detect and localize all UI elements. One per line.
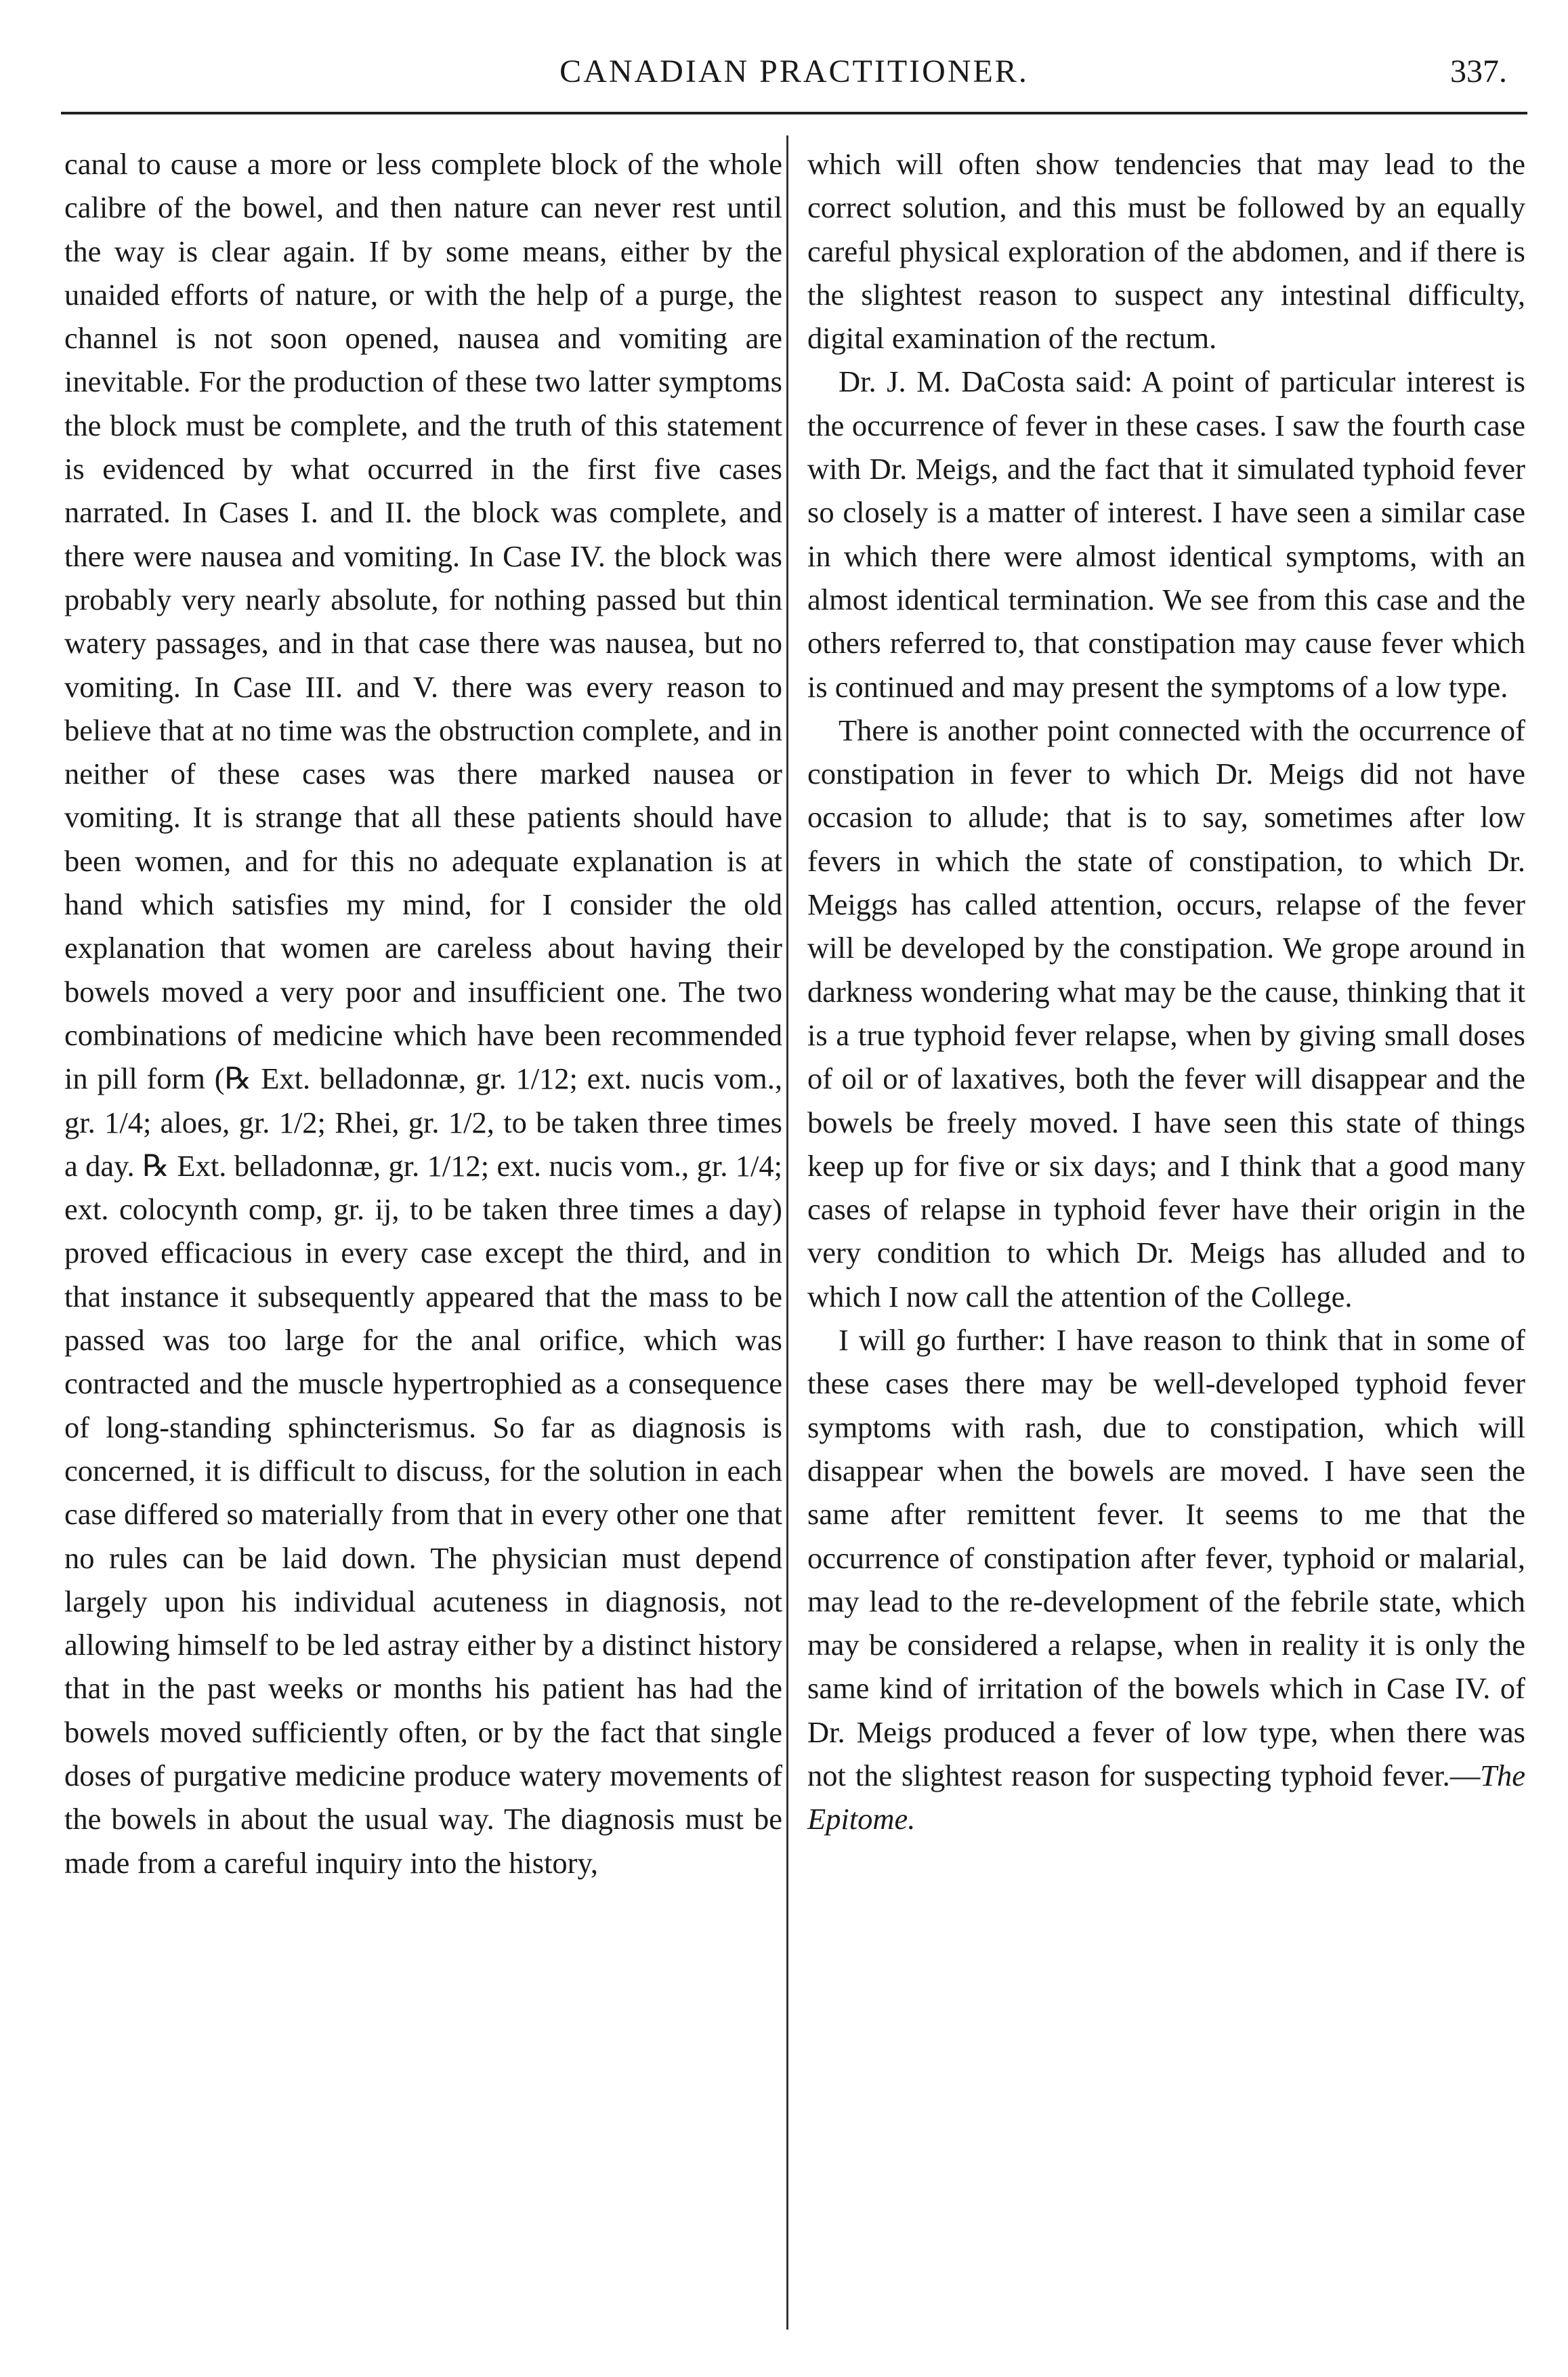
right-paragraph-1: which will often show tendencies that may lead to the correct solution, and this must be followed by an equally careful physical exploration of the abdomen, and if there is the slightest reason to suspect any intestinal difficulty, digital examination of the rectum. bbox=[807, 147, 1525, 356]
right-paragraph-2: Dr. J. M. DaCosta said: A point of particular interest is the occurrence of fever in these cases. I saw the fourth case with Dr. Meigs, and the fact that it simulated typhoid fever so closely is a matter of interest. I have seen a similar case in which there were almost identical symptoms, with an almost identical termination. We see from this case and the others referred to, that constipation may cause fever which is continued and may present the symptoms of a low type. bbox=[807, 364, 1525, 704]
right-paragraph-3: There is another point connected with the occurrence of constipation in fever to which Dr. Meigs did not have occasion to allude; that is to say, sometimes after low fevers in which the state of constipation, to which Dr. Meiggs has called attention, occurs, relapse of the fever will be developed by the constipation. We grope around in darkness wondering what may be the cause, thinking that it is a true typhoid fever relapse, when by giving small doses of oil or of laxatives, both the fever will disappear and the bowels be freely moved. I have seen this state of things keep up for five or six days; and I think that a good many cases of relapse in typhoid fever have their origin in the very condition to which Dr. Meigs has alluded and to which I now call the attention of the College. bbox=[807, 713, 1525, 1313]
left-column bbox=[64, 142, 782, 1885]
running-title: CANADIAN PRACTITIONER. bbox=[559, 54, 1029, 89]
column-divider bbox=[786, 135, 788, 2330]
left-paragraph-1: canal to cause a more or less complete block of the whole calibre of the bowel, and then nature can never rest until the way is clear again. If by some means, either by the unaided efforts of nature, or with the help of a purge, the channel is not soon opened, nausea and vomiting are inevitable. For the production of these two latter symptoms the block must be complete, and the truth of this statement is evidenced by what occurred in the first five cases narrated. In Cases I. and II. the block was complete, and there were nausea and vomiting. In Case IV. the block was probably very nearly absolute, for nothing passed but thin watery passages, and in that case there was nausea, but no vomiting. In Case III. and V. there was every reason to believe that at no time was the obstruction complete, and in neither of these cases was there marked nausea or vomiting. It is strange that all these patients should have been women, and for this no adequate explanation is at hand which satisfies my mind, for I consider the old explanation that women are careless about having their bowels moved a very poor and insufficient one. The two combinations of medicine which have been recommended in pill form (℞ Ext. belladonnæ, gr. 1/12; ext. nucis vom., gr. 1/4; aloes, gr. 1/2; Rhei, gr. 1/2, to be taken three times a day. ℞ Ext. belladonnæ, gr. 1/12; ext. nucis vom., gr. 1/4; ext. colocynth comp, gr. ij, to be taken three times a day) proved efficacious in every case except the third, and in that instance it subsequently appeared that the mass to be passed was too large for the anal orifice, which was contracted and the muscle hypertrophied as a consequence of long-standing sphincterismus. So far as diagnosis is concerned, it is difficult to discuss, for the solution in each case differed so materially from that in every other one that no rules can be laid down. The physician must depend largely upon his individual acuteness in diagnosis, not allowing himself to be led astray either by a distinct history that in the past weeks or months his patient has had the bowels moved sufficiently often, or by the fact that single doses of purgative medicine produce watery movements of the bowels in about the usual way. The diagnosis must be made from a careful inquiry into the history, bbox=[64, 147, 782, 1880]
right-paragraph-4 bbox=[807, 1318, 1525, 1841]
right-column bbox=[807, 142, 1525, 1841]
page-header bbox=[61, 47, 1527, 102]
header-rule bbox=[61, 112, 1527, 114]
page-number: 337. bbox=[1450, 54, 1507, 89]
right-paragraph-4-text: I will go further: I have reason to think that in some of these cases there may be well-developed typhoid fever symptoms with rash, due to constipation, which will disappear when the bowels are moved. I have seen the same after remittent fever. It seems to me that the occurrence of constipation after fever, typhoid or malarial, may lead to the re-development of the febrile state, which may be considered a relapse, when in reality it is only the same kind of irritation of the bowels which in Case IV. of Dr. Meigs produced a fever of low type, when there was not the slightest reason for suspecting typhoid fever.— bbox=[807, 1323, 1525, 1792]
source-citation: The Epitome. bbox=[807, 1758, 1525, 1836]
